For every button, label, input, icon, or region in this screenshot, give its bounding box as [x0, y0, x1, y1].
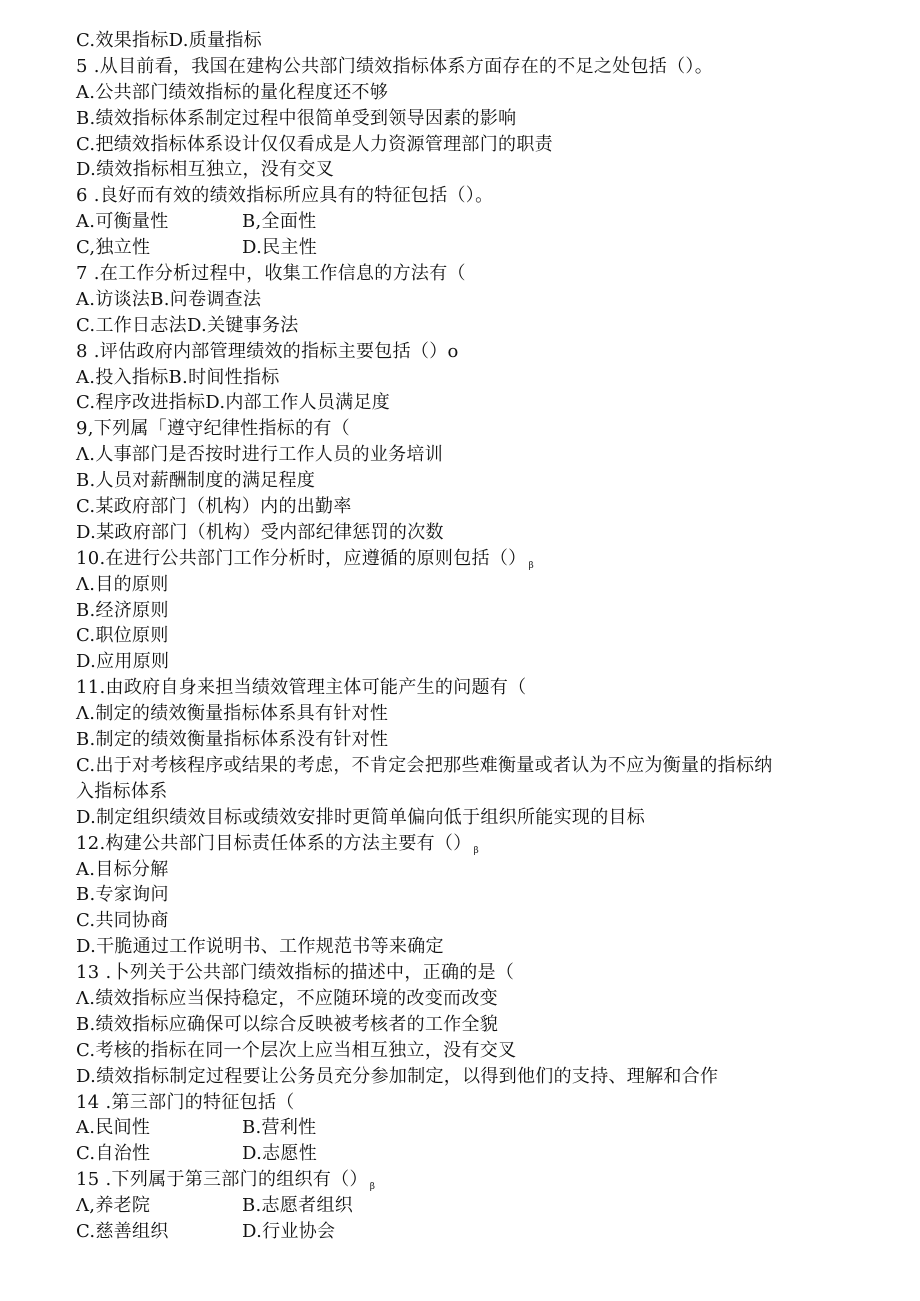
option-d: D.行业协会 [242, 1220, 336, 1242]
option-line: D.某政府部门（机构）受内部纪律惩罚的次数 [76, 521, 444, 543]
option-c: C,独立性 [76, 237, 151, 259]
question-6: 6 .良好而有效的绩效指标所应具有的特征包括（）。 [76, 185, 494, 207]
option-line: Λ.人事部门是否按时进行工作人员的业务培训 [76, 444, 444, 466]
option-line: B.绩效指标体系制定过程中很简单受到领导因素的影响 [76, 107, 517, 129]
option-b: B,全面性 [242, 211, 317, 233]
option-line: Λ.绩效指标应当保持稳定，不应随环境的改变而改变 [76, 987, 498, 1009]
option-line: B.制定的绩效衡量指标体系没有针对性 [76, 729, 389, 751]
option-line: Λ.制定的绩效衡量指标体系具有针对性 [76, 703, 389, 725]
option-line: C.考核的指标在同一个层次上应当相互独立，没有交叉 [76, 1039, 517, 1061]
question-13: 13 .卜列关于公共部门绩效指标的描述中，正确的是（ [76, 962, 515, 984]
question-9: 9,下列属「遵守纪律性指标的有（ [76, 418, 350, 440]
question-7: 7 .在工作分析过程中，收集工作信息的方法有（ [76, 263, 466, 285]
option-line: B.人员对薪酬制度的满足程度 [76, 470, 316, 492]
option-pair [76, 235, 876, 261]
option-line: A.公共部门绩效指标的量化程度还不够 [76, 81, 389, 103]
option-c: C.自治性 [76, 1143, 151, 1165]
question-11: 11.由政府自身来担当绩效管理主体可能产生的问题有（ [76, 677, 527, 699]
question-text: 12.构建公共部门目标责任体系的方法主要有（） [76, 832, 472, 854]
option-line: C.出于对考核程序或结果的考虑，不肯定会把那些难衡量或者认为不应为衡量的指标纳 [76, 754, 773, 776]
option-line: Λ.目的原则 [76, 573, 169, 595]
option-line: D.应用原则 [76, 651, 170, 673]
option-line: D.干脆通过工作说明书、工作规范书等来确定 [76, 936, 444, 958]
document-page [76, 28, 876, 1245]
option-line: C.把绩效指标体系设计仅仅看成是人力资源管理部门的职责 [76, 133, 553, 155]
option-line: A.投入指标B.时间性指标 [76, 366, 280, 388]
option-d: D.民主性 [242, 237, 318, 259]
option-pair [76, 1115, 876, 1141]
option-line: C.工作日志法D.关键事务法 [76, 314, 299, 336]
option-line: B.绩效指标应确保可以综合反映被考核者的工作全貌 [76, 1013, 499, 1035]
question-14: 14 .第三部门的特征包括（ [76, 1091, 295, 1113]
option-line: A.访谈法B.问卷调查法 [76, 288, 262, 310]
question-12 [76, 831, 876, 857]
option-pair [76, 1141, 876, 1167]
option-a: A.民间性 [76, 1117, 151, 1139]
text-line: C.效果指标D.质量指标 [76, 30, 262, 51]
option-c: C.慈善组织 [76, 1220, 169, 1242]
option-line: C.程序改进指标D.内部工作人员满足度 [76, 392, 391, 414]
option-pair [76, 1219, 876, 1245]
question-text: 10.在进行公共部门工作分析时，应遵循的原则包括（） [76, 547, 527, 569]
option-line: B.经济原则 [76, 599, 169, 621]
question-text: 15 .下列属于第三部门的组织有（） [76, 1169, 368, 1191]
option-b: B.营利性 [242, 1117, 317, 1139]
option-pair [76, 1193, 876, 1219]
option-b: B.志愿者组织 [242, 1195, 354, 1217]
option-line: D.绩效指标制定过程要让公务员充分参加制定，以得到他们的支持、理解和合作 [76, 1065, 719, 1087]
stray-mark: β [473, 845, 480, 856]
option-pair [76, 209, 876, 235]
option-line: D.制定组织绩效目标或绩效安排时更简单偏向低于组织所能实现的目标 [76, 806, 646, 828]
question-5: 5 .从目前看，我国在建构公共部门绩效指标体系方面存在的不足之处包括（）。 [76, 55, 713, 77]
question-8: 8 .评估政府内部管理绩效的指标主要包括（）o [76, 340, 459, 362]
question-10 [76, 546, 876, 572]
option-line-continued: 入指标体系 [76, 780, 168, 802]
option-a: Λ,养老院 [76, 1195, 151, 1217]
option-line: B.专家询问 [76, 884, 169, 906]
option-line: C.共同协商 [76, 910, 169, 932]
stray-mark: β [528, 560, 534, 571]
option-line: A.目标分解 [76, 858, 169, 880]
question-15 [76, 1167, 876, 1193]
option-line: C.某政府部门（机构）内的出勤率 [76, 496, 352, 518]
option-a: A.可衡量性 [76, 211, 169, 233]
option-line: C.职位原则 [76, 625, 169, 647]
option-line: D.绩效指标相互独立，没有交叉 [76, 159, 335, 181]
stray-mark: β [369, 1182, 376, 1193]
option-d: D.志愿性 [242, 1143, 318, 1165]
